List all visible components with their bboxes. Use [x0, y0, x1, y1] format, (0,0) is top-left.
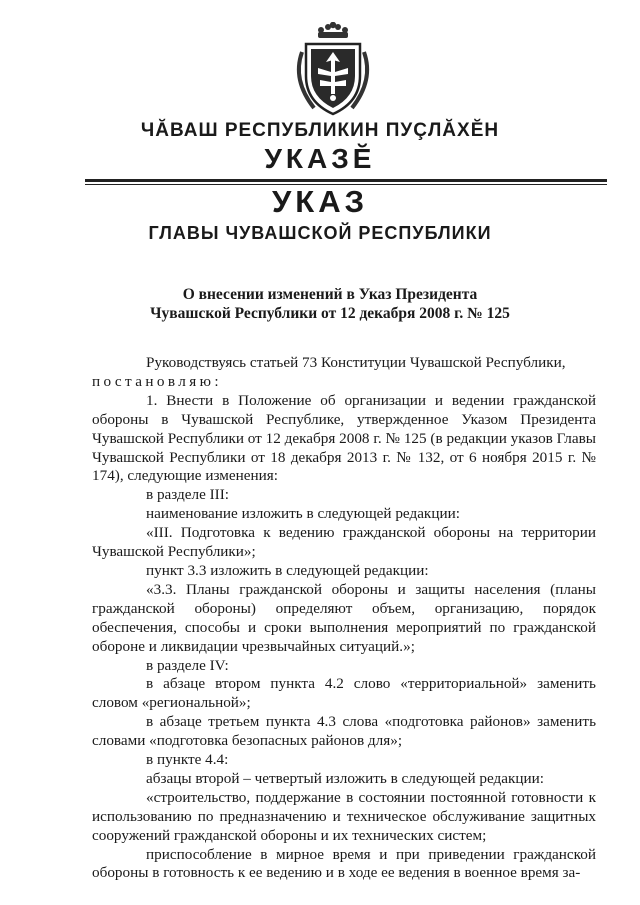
paragraph-item-4-3: в абзаце третьем пункта 4.3 слова «подготовка районов» заменить словами «подготовка безопасных районов для»;: [92, 713, 596, 750]
document-title: [80, 285, 580, 323]
paragraph-name-change: наименование изложить в следующей редакции:: [146, 505, 460, 523]
chuvash-header-line: ЧĂВАШ РЕСПУБЛИКИН ПУÇЛĂХĔН: [140, 120, 500, 141]
chuvash-decree-word: УКАЗĔ: [264, 143, 376, 174]
paragraph-section-3: в разделе III:: [146, 486, 230, 504]
decree-heading: УКАЗ: [271, 184, 368, 219]
paragraph-item-4-4: в пункте 4.4:: [146, 751, 229, 769]
paragraph-item-4-4-intro: абзацы второй – четвертый изложить в следующей редакции:: [146, 769, 545, 787]
document-title-line-1: О внесении изменений в Указ Президента: [182, 286, 478, 303]
header-divider-thick: [85, 179, 607, 182]
paragraph-item-1: 1. Внести в Положение об организации и ведении гражданской обороны в Чувашской Республике, утвержденное Указом Президента Чувашской Республики от 12 декабря 2008 г. № 125 (в редакции указов Главы Чувашской Республики от 18 декабря 2013 г. № 132, от 6 ноября 2015 г. № 174), следующие изменения:: [92, 391, 596, 485]
paragraph-item-4-4-b: приспособление в мирное время и при приведении гражданской обороны в готовность к ее ведению и в ходе ее ведения в военное время за-: [92, 845, 596, 882]
paragraph-item-4-2: в абзаце втором пункта 4.2 слово «территориальной» заменить словом «региональной»;: [92, 675, 596, 712]
coat-of-arms-icon: [288, 22, 378, 118]
paragraph-item-4-4-a: «строительство, поддержание в состоянии постоянной готовности к использованию по предназначению и техническое обслуживание защитных сооружений гражданской обороны и их технических систем;: [92, 788, 596, 844]
issuer-heading: ГЛАВЫ ЧУВАШСКОЙ РЕСПУБЛИКИ: [148, 223, 492, 243]
document-title-line-2: Чувашской Республики от 12 декабря 2008 г. № 125: [150, 305, 510, 322]
paragraph-item-3-3: пункт 3.3 изложить в следующей редакции:: [146, 561, 429, 579]
paragraph-new-name: «III. Подготовка к ведению гражданской обороны на территории Чувашской Республики»;: [92, 524, 596, 561]
paragraph-item-3-3-text: «3.3. Планы гражданской обороны и защиты населения (планы гражданской обороны) определяют объем, организацию, порядок обеспечения, способы и сроки выполнения мероприятий по гражданской обороне и ликвидации чрезвычайных ситуаций.»;: [92, 580, 596, 655]
paragraph-preamble: Руководствуясь статьей 73 Конституции Чувашской Республики,: [146, 354, 566, 371]
document-body: [92, 354, 596, 883]
paragraph-resolve: постановляю:: [92, 372, 223, 390]
paragraph-section-4: в разделе IV:: [146, 656, 229, 674]
